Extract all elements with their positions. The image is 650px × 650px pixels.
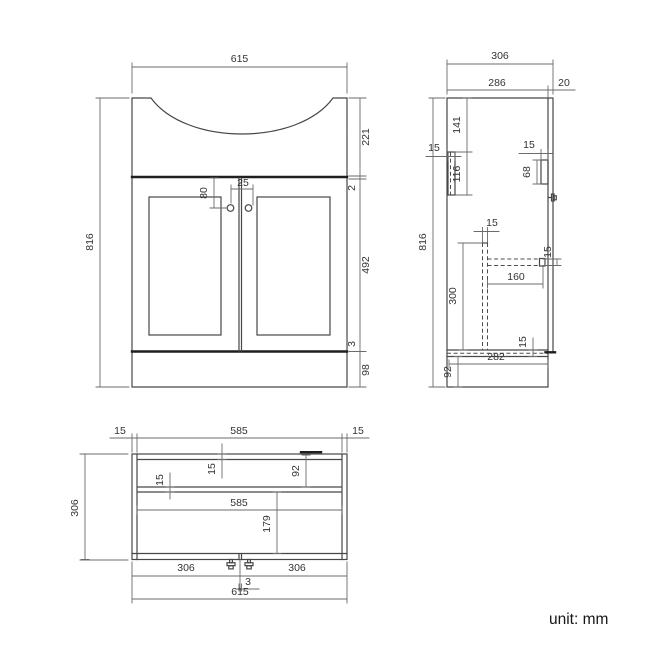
dim-front-worktop-gap: 2: [346, 185, 358, 191]
dim-side-bracket-thickness: 15: [428, 142, 440, 154]
dim-side-support-thickness: 15: [486, 217, 498, 229]
side-support-hidden: [483, 243, 488, 350]
side-hinge-plate: [541, 160, 548, 184]
dim-side-bracket-length: 116: [451, 165, 463, 183]
dim-front-overall-height: 816: [84, 233, 96, 251]
dim-side-overall-depth: 306: [491, 50, 509, 62]
dim-plan-overall-width: 615: [231, 586, 249, 598]
dim-plan-overall-depth: 306: [69, 499, 81, 517]
dim-front-door-height: 492: [360, 256, 372, 274]
dim-plan-inner-width-mid: 585: [230, 497, 248, 509]
plan-knob-left: [227, 560, 235, 569]
dim-front-knob-drop: 80: [198, 187, 210, 199]
dim-side-support-height: 300: [447, 287, 459, 305]
dim-side-hinge-length: 68: [521, 166, 533, 178]
dim-plan-right-panel: 15: [352, 425, 364, 437]
dim-plan-front-depth: 179: [261, 515, 273, 533]
door-knob-right: [245, 205, 252, 212]
dim-side-bracket-top-offset: 141: [451, 116, 463, 134]
front-view: [84, 53, 372, 387]
front-left-door-panel: [149, 197, 221, 335]
dim-plan-right-door: 306: [288, 562, 306, 574]
dim-front-overall-width: 615: [230, 53, 249, 65]
dim-side-carcass-depth: 286: [488, 77, 506, 89]
dim-front-plinth-height: 98: [360, 364, 372, 376]
dim-side-door-thickness: 20: [558, 77, 570, 89]
dim-plan-inner-width-top: 585: [230, 425, 248, 437]
front-dim-lines: [96, 63, 366, 387]
dim-plan-back-thickness: 15: [206, 463, 218, 475]
front-right-door-panel: [257, 197, 330, 335]
dim-front-door-bottom-gap: 3: [346, 341, 358, 347]
front-door-gap: [239, 178, 242, 351]
dim-front-basin-height: 221: [360, 128, 372, 146]
plan-view: [69, 425, 369, 603]
dim-side-bottom-depth: 282: [487, 351, 505, 363]
dim-side-overall-height: 816: [417, 233, 429, 251]
dim-side-hinge-thickness: 15: [523, 139, 535, 151]
door-knob-left: [227, 205, 234, 212]
dim-plan-left-door: 306: [177, 562, 195, 574]
side-shelf-hidden: [488, 259, 541, 266]
side-view: [417, 50, 575, 387]
dim-plan-left-panel: 15: [114, 425, 126, 437]
dim-front-knob-spacing: 25: [237, 177, 249, 189]
dim-plan-rail-thickness: 15: [154, 474, 166, 486]
side-shelf-end: [540, 259, 546, 267]
plan-knob-right: [245, 560, 253, 569]
dim-plan-door-gap: 3: [245, 576, 251, 588]
dim-side-shelf-thickness: 15: [542, 246, 554, 258]
unit-note: unit: mm: [549, 611, 609, 628]
dim-side-plinth-height: 92: [442, 366, 454, 378]
dim-plan-back-depth: 92: [290, 465, 302, 477]
dim-side-shelf-depth: 160: [507, 271, 525, 283]
dim-side-bottom-thickness: 15: [517, 336, 529, 348]
side-knob-profile: [548, 194, 556, 201]
